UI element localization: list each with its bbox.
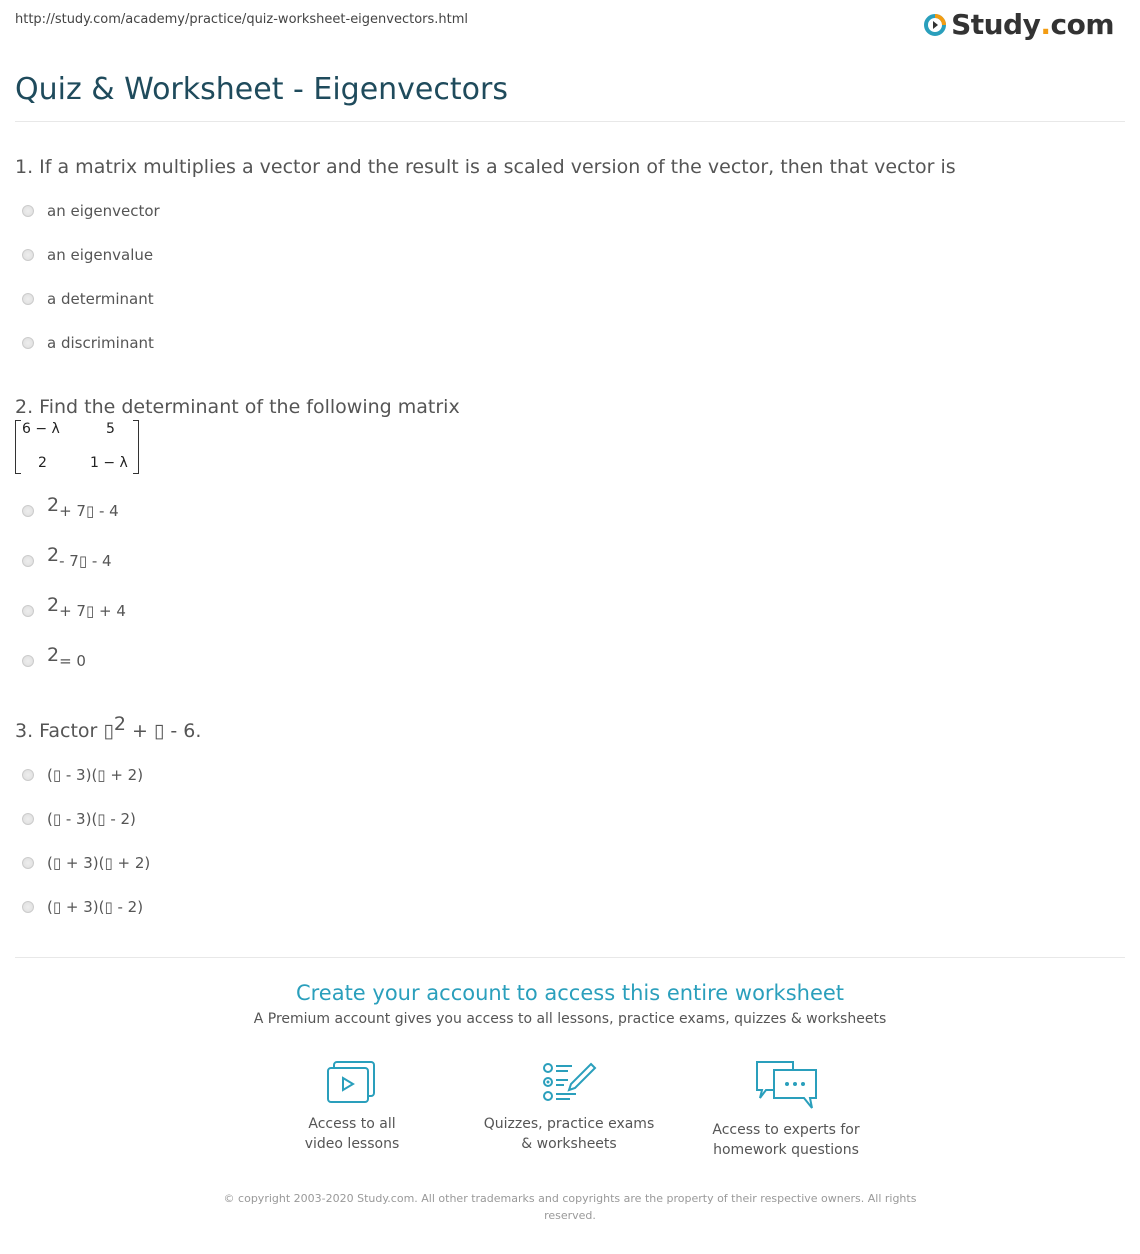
option[interactable] bbox=[22, 494, 119, 522]
question-text: 3. Factor ▯ bbox=[15, 720, 114, 742]
matrix-cell: 1 − λ bbox=[90, 455, 128, 471]
feature-line: & worksheets bbox=[521, 1136, 617, 1152]
question-sup: 2 bbox=[113, 713, 126, 735]
option-sup: 2 bbox=[47, 594, 60, 616]
option[interactable] bbox=[22, 202, 160, 220]
radio-button[interactable] bbox=[22, 337, 34, 349]
option[interactable] bbox=[22, 290, 154, 308]
option-label: a determinant bbox=[47, 290, 154, 308]
matrix-cell: 6 − λ bbox=[22, 421, 60, 437]
divider bbox=[15, 957, 1125, 958]
radio-button[interactable] bbox=[22, 769, 34, 781]
copyright bbox=[0, 1190, 1140, 1224]
question-1: 1. If a matrix multiplies a vector and the result is a scaled version of the vector, then that vector is bbox=[15, 156, 956, 178]
radio-button[interactable] bbox=[22, 205, 34, 217]
question-3 bbox=[15, 713, 202, 742]
matrix bbox=[15, 420, 139, 474]
feature-video bbox=[242, 1060, 462, 1154]
option-sup: 2 bbox=[47, 544, 60, 566]
cta-subtitle: A Premium account gives you access to all lessons, practice exams, quizzes & worksheets bbox=[253, 1011, 887, 1027]
option[interactable] bbox=[22, 644, 86, 672]
chat-icon bbox=[754, 1060, 818, 1110]
option[interactable] bbox=[22, 810, 136, 828]
feature-experts bbox=[676, 1060, 896, 1160]
option[interactable] bbox=[22, 544, 112, 572]
feature-line: video lessons bbox=[304, 1136, 400, 1152]
option-label: an eigenvalue bbox=[47, 246, 154, 264]
radio-button[interactable] bbox=[22, 555, 34, 567]
radio-button[interactable] bbox=[22, 605, 34, 617]
copyright-line: © copyright 2003-2020 Study.com. All other trademarks and copyrights are the property of their respective owners. All rights bbox=[223, 1192, 917, 1205]
option[interactable] bbox=[22, 334, 154, 352]
option-label: (▯ - 3)(▯ + 2) bbox=[47, 766, 144, 784]
option-label: (▯ + 3)(▯ + 2) bbox=[47, 854, 151, 872]
radio-button[interactable] bbox=[22, 857, 34, 869]
video-icon bbox=[326, 1060, 378, 1104]
radio-button[interactable] bbox=[22, 655, 34, 667]
option-label: an eigenvector bbox=[47, 202, 160, 220]
option-label: - 7▯ - 4 bbox=[59, 552, 112, 570]
matrix-cell: 2 bbox=[38, 455, 47, 471]
radio-button[interactable] bbox=[22, 505, 34, 517]
play-logo-icon bbox=[923, 13, 947, 37]
create-account-link[interactable]: Create your account to access this entire worksheet bbox=[295, 981, 845, 1005]
radio-button[interactable] bbox=[22, 813, 34, 825]
logo-tld: com bbox=[1050, 8, 1114, 41]
option-label: = 0 bbox=[59, 652, 86, 670]
feature-line: homework questions bbox=[713, 1142, 859, 1158]
option-label: (▯ + 3)(▯ - 2) bbox=[47, 898, 144, 916]
study-logo[interactable] bbox=[923, 8, 1114, 41]
matrix-cell: 5 bbox=[106, 421, 115, 437]
option[interactable] bbox=[22, 898, 143, 916]
option[interactable] bbox=[22, 854, 150, 872]
radio-button[interactable] bbox=[22, 249, 34, 261]
copyright-line: reserved. bbox=[544, 1209, 596, 1222]
quiz-icon bbox=[541, 1060, 597, 1104]
divider bbox=[15, 121, 1125, 122]
option-label: + 7▯ - 4 bbox=[59, 502, 119, 520]
option[interactable] bbox=[22, 766, 143, 784]
question-2: 2. Find the determinant of the following matrix bbox=[15, 396, 460, 418]
logo-dot: . bbox=[1040, 8, 1051, 41]
radio-button[interactable] bbox=[22, 293, 34, 305]
feature-quizzes bbox=[459, 1060, 679, 1154]
logo-name: Study bbox=[951, 8, 1041, 41]
option[interactable] bbox=[22, 246, 153, 264]
option-sup: 2 bbox=[47, 494, 60, 516]
question-text: + ▯ - 6. bbox=[125, 720, 202, 742]
feature-line: Access to experts for bbox=[712, 1122, 860, 1138]
feature-line: Access to all bbox=[308, 1116, 396, 1132]
option-sup: 2 bbox=[47, 644, 60, 666]
feature-line: Quizzes, practice exams bbox=[483, 1116, 655, 1132]
page-title: Quiz & Worksheet - Eigenvectors bbox=[15, 72, 508, 107]
option[interactable] bbox=[22, 594, 126, 622]
option-label: (▯ - 3)(▯ - 2) bbox=[47, 810, 136, 828]
page-url: http://study.com/academy/practice/quiz-worksheet-eigenvectors.html bbox=[15, 12, 469, 27]
option-label: + 7▯ + 4 bbox=[59, 602, 126, 620]
radio-button[interactable] bbox=[22, 901, 34, 913]
option-label: a discriminant bbox=[47, 334, 154, 352]
